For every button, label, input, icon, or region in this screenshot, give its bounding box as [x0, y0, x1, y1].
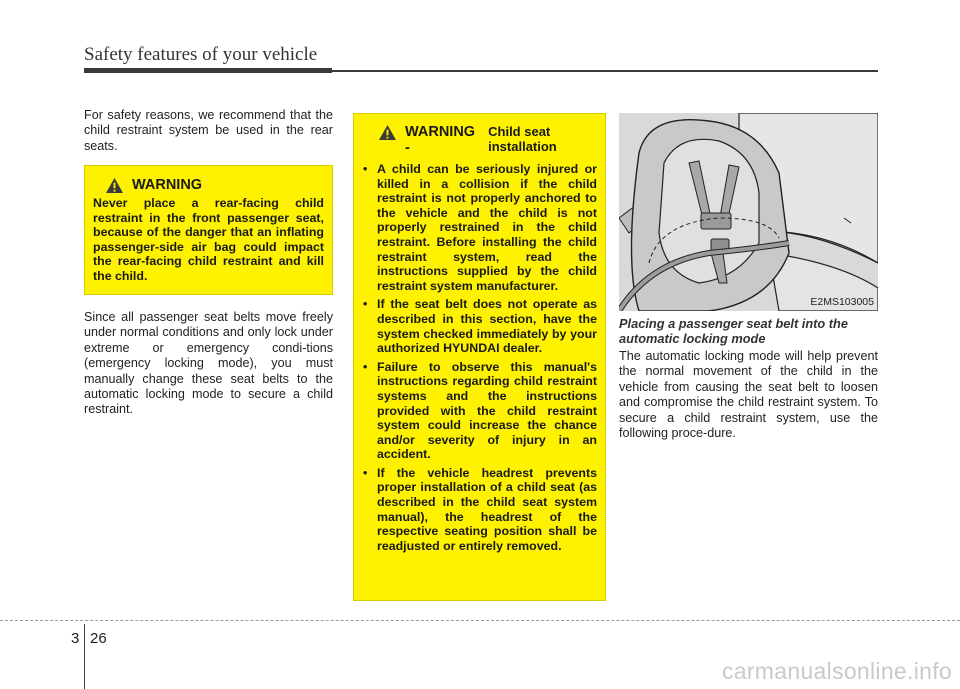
warning-heading	[105, 177, 324, 194]
header-rule-thick	[84, 68, 332, 73]
warning-list-item: • If the seat belt does not operate as described in this section, have the system checked immediately by your authorized HYUNDAI dealer.	[363, 297, 597, 356]
warning-title: WARNING -	[405, 124, 476, 156]
watermark-text: carmanualsonline.info	[721, 658, 952, 684]
child-seat-figure	[619, 113, 878, 311]
warning-heading	[378, 124, 597, 156]
warning-list-item: • Failure to observe this manual's instructions regarding child restraint systems and the instructions provided with the child restraint system could increase the chance and/or severity of injury in an accident.	[363, 359, 597, 462]
automatic-locking-subheading: Placing a passenger seat belt into the automatic locking mode	[619, 316, 848, 346]
warning-text: Never place a rear-facing child restraint in the front passenger seat, because of the danger that an inflating passenger-side air bag could impact the rear-facing child restraint and kill the child.	[93, 196, 324, 283]
page-header-title: Safety features of your vehicle	[84, 44, 318, 65]
automatic-locking-paragraph: The automatic locking mode will help prevent the normal movement of the child in the vehicle from causing the seat belt to loosen and compromise the child restraint system. To secure a child restraint system, use the following proce-dure.	[619, 349, 878, 441]
warning-triangle-icon	[378, 124, 397, 141]
warning-subtitle: Child seat installation	[488, 124, 557, 154]
warning-list-item: • If the vehicle headrest prevents proper installation of a child seat (as described in the child seat system manual), the headrest of the respective seating position shall be readjusted or entirely removed.	[363, 465, 597, 553]
chapter-number: 3	[71, 630, 80, 647]
child-seat-illustration	[619, 113, 878, 311]
warning-list	[362, 162, 597, 553]
header-rule-thin	[332, 70, 878, 72]
warning-triangle-icon	[105, 177, 124, 194]
seat-belt-paragraph: Since all passenger seat belts move freely under normal conditions and only lock under extreme or emergency condi-tions (emergency locking mode), you must manually change these seat belts to the automatic locking mode to secure a child restraint.	[84, 310, 333, 417]
footer-vertical-rule	[84, 624, 85, 689]
warning-title: WARNING	[132, 177, 203, 193]
figure-code: E2MS103005	[810, 296, 874, 308]
intro-paragraph: For safety reasons, we recommend that the child restraint system be used in the rear seats.	[84, 108, 333, 153]
warning-list-item: • A child can be seriously injured or killed in a collision if the child restraint is not properly anchored to the vehicle and the child is not properly restrained in the child restraint. Before installing the child restraint system, read the instructions supplied by the child restraint system manufacturer.	[363, 162, 597, 293]
warning-box-front-seat	[84, 165, 333, 295]
page-number: 26	[90, 630, 107, 647]
warning-box-child-seat	[353, 113, 606, 601]
footer-dashed-rule	[0, 620, 960, 621]
